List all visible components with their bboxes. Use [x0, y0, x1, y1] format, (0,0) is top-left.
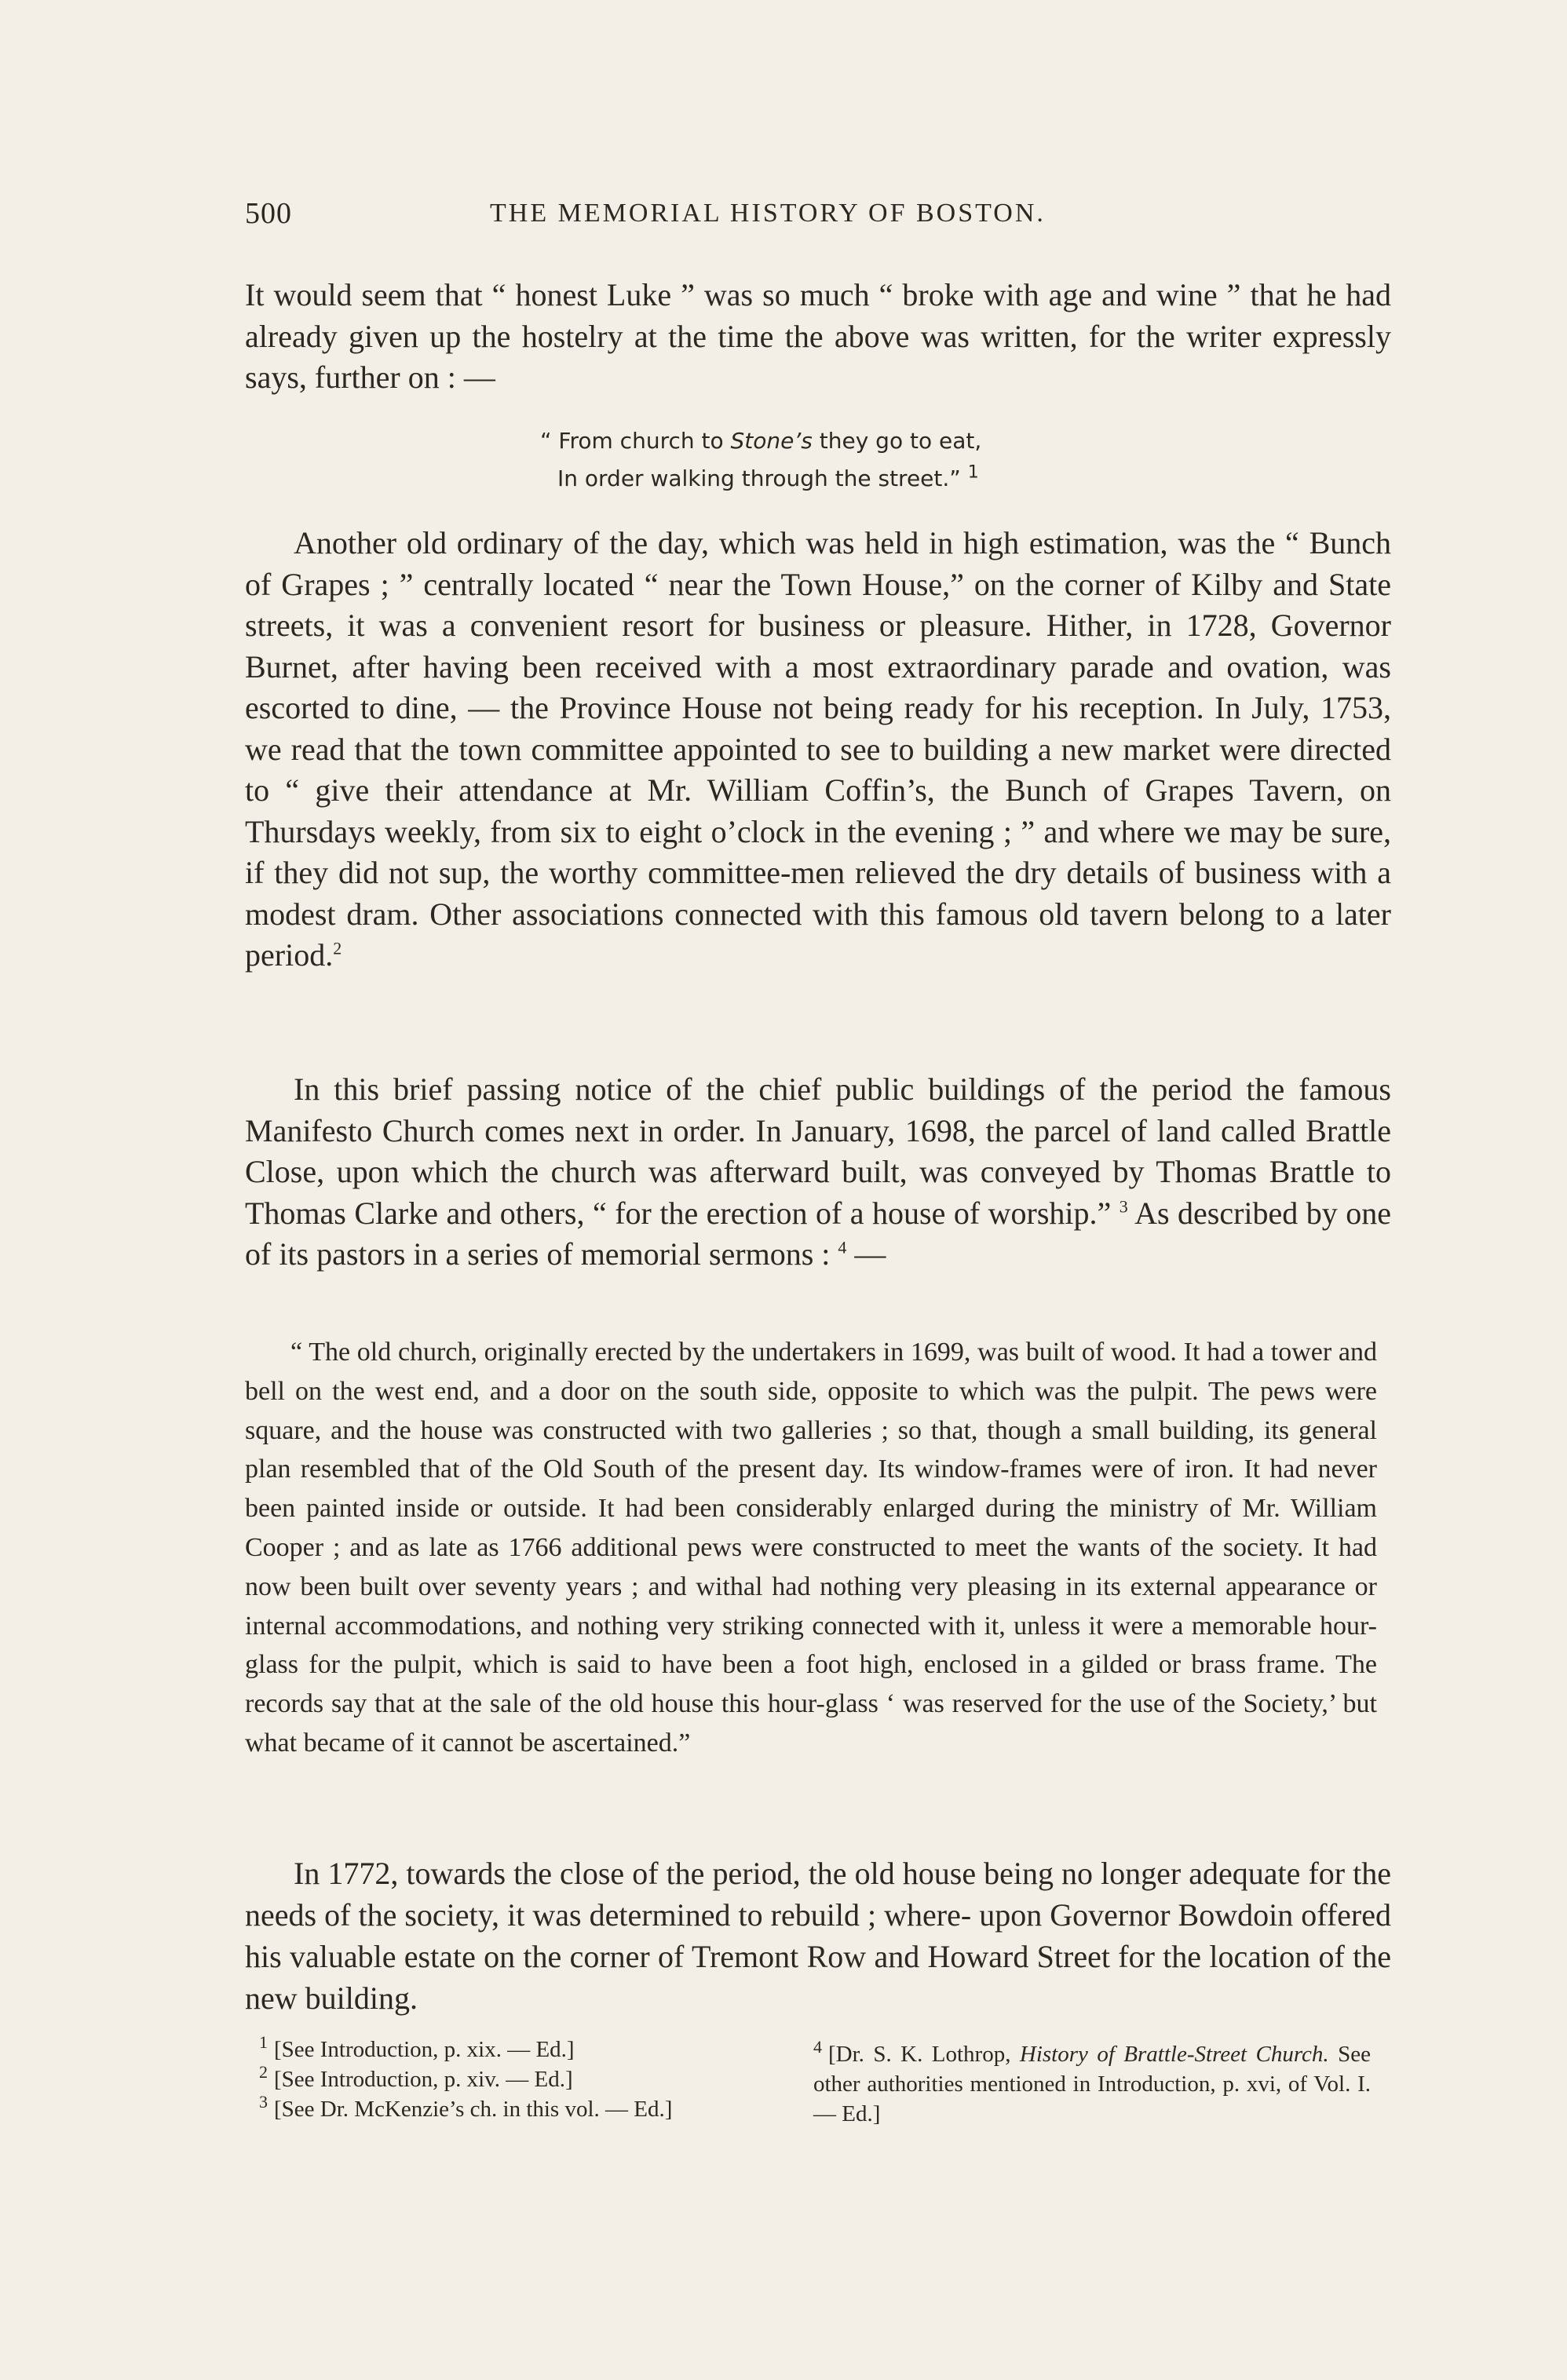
footnote-1: $^1$ [See Introduction, p. xix. — Ed.] — [259, 2032, 575, 2062]
block-quotation — [245, 1333, 1377, 1763]
paragraph-bunch-of-grapes — [245, 523, 1391, 976]
footnote-ref-3[interactable]: 3 — [1119, 1196, 1128, 1217]
block-quotation-text: “ The old church, originally erected by the undertakers in 1699, was built of wood. It had a tower and bell on the west end, and a door on the south side, opposite to which was the pulpit. The pews were square, and the house was constructed with two galleries ; so that, though a small building, its general plan resembled that of the Old South of the present day. Its window-frames were of iron. It had never been painted inside or outside. It had been considerably enlarged during the ministry of Mr. William Cooper ; and as late as 1766 additional pews were constructed to meet the wants of the society. It had now been built over seventy years ; and withal had nothing very pleasing in its external appearance or internal accommodations, and nothing very striking connected with it, unless it were a memorable hour-glass for the pulpit, which is said to have been a foot high, enclosed in a gilded or brass frame. The records say that at the sale of the old house this hour-glass ‘ was reserved for the use of the Society,’ but what became of it cannot be ascertained.” — [245, 1338, 1377, 1758]
page-header — [245, 196, 1399, 243]
paragraph-1-text: It would seem that “ honest Luke ” was so much “ broke with age and wine ” that he had already given up the hostelry at the time the above was written, for the writer expressly says, further on : — — [245, 277, 1391, 395]
footnote-ref-2[interactable]: 2 — [333, 938, 342, 958]
verse-line-2: In order walking through the street.” $^1$ — [557, 462, 979, 491]
verse-quotation — [540, 422, 1247, 498]
footnote-3: $^3$ [See Dr. McKenzie’s ch. in this vol. — Ed.] — [259, 2092, 673, 2122]
verse-italic-stones: Stone’s — [730, 428, 813, 454]
paragraph-1772-rebuild — [245, 1853, 1391, 2019]
footnote-ref-1[interactable]: 1 — [967, 462, 979, 483]
running-title: THE MEMORIAL HISTORY OF BOSTON. — [490, 199, 1046, 228]
footnotes-right-column — [813, 2039, 1371, 2129]
footnote-4: $^4$ [Dr. S. K. Lothrop, History of Brattle-Street Church. See other authorities mentioned in Introduction, p. xvi, of Vol. I. — Ed.] — [813, 2037, 1371, 2126]
paragraph-honest-luke — [245, 275, 1391, 399]
paragraph-2-text: Another old ordinary of the day, which was held in high estimation, was the “ Bunch of Grapes ; ” centrally located “ near the Town House,” on the corner of Kilby and State streets, it was a convenient resort for business or pleasure. Hither, in 1728, Governor Burnet, after having been received with a most extraordinary parade and ovation, was escorted to dine, — the Province House not being ready for his reception. In July, 1753, we read that the town committee appointed to see to building a new market were directed to “ give their attendance at Mr. William Coffin’s, the Bunch of Grapes Tavern, on Thursdays weekly, from six to eight o’clock in the evening ; ” and where we may be sure, if they did not sup, the worthy committee-men relieved the dry details of business with a modest dram. Other associations connected with this famous old tavern belong to a later period.$^2$ — [245, 525, 1391, 973]
footnotes — [259, 2032, 1374, 2129]
paragraph-4-text: In 1772, towards the close of the period, the old house being no longer adequate for the needs of the society, it was determined to rebuild ; where- upon Governor Bowdoin offered his valuable estate on the corner of Tremont Row and Howard Street for the location of the new building. — [245, 1856, 1391, 2016]
footnotes-left-column — [259, 2032, 793, 2124]
footnote-4-italic-title: History of Brattle-Street Church. — [1019, 2042, 1329, 2067]
paragraph-3-text: In this brief passing notice of the chief public buildings of the period the famous Manifesto Church comes next in order. In January, 1698, the parcel of land called Brattle Close, upon which the church was afterward built, was conveyed by Thomas Brattle to Thomas Clarke and others, “ for the erection of a house of worship.” $^3$ As described by one of its pastors in a series of memorial sermons : $^4$ — — [245, 1071, 1392, 1272]
page-number: 500 — [245, 197, 292, 230]
footnote-ref-4[interactable]: 4 — [838, 1237, 847, 1258]
verse-line-1: “ From church to Stone’s they go to eat, — [540, 428, 982, 454]
paragraph-manifesto-church — [245, 1069, 1391, 1276]
footnote-2: $^2$ [See Introduction, p. xiv. — Ed.] — [259, 2062, 573, 2092]
